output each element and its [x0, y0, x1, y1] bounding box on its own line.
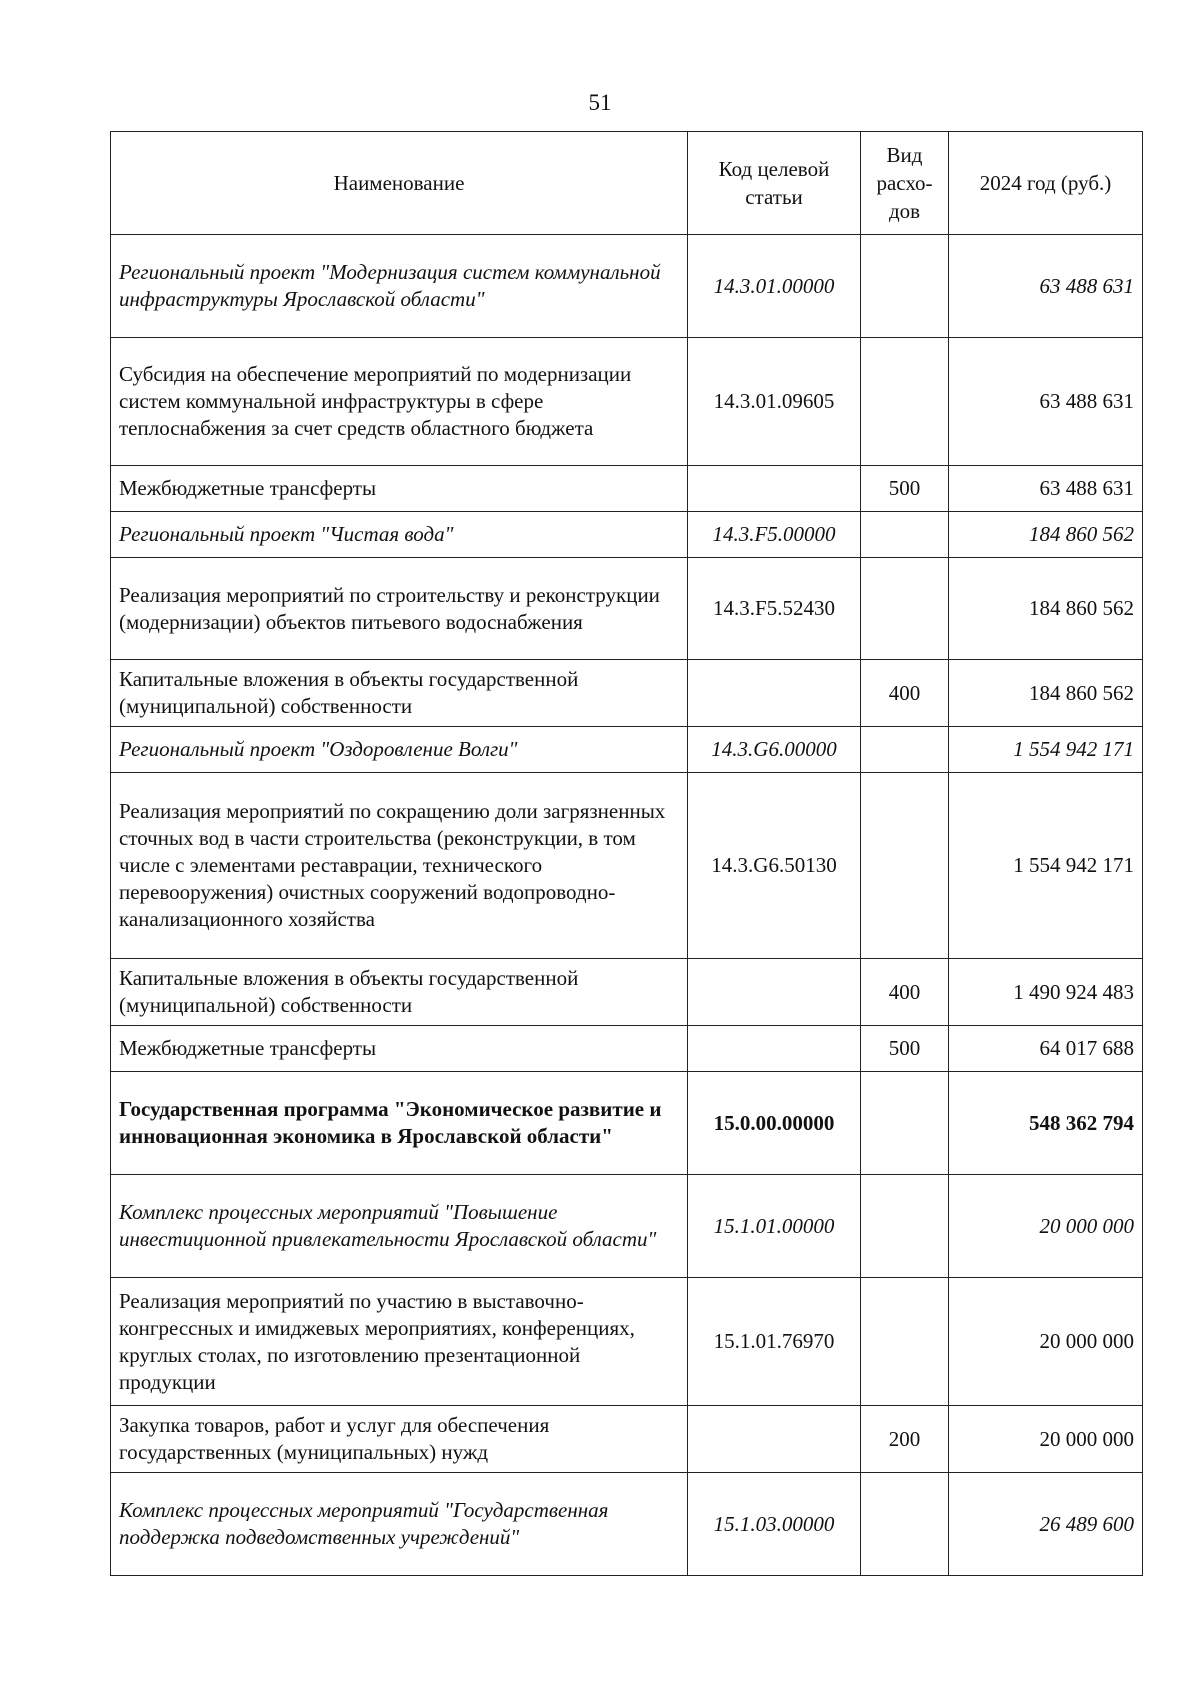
cell-code	[688, 466, 861, 512]
table-body	[111, 235, 1143, 1576]
cell-name: Реализация мероприятий по сокращению доли загрязненных сточных вод в части строительства (реконструкции, в том числе с элементами реставрации, технического перевооружения) очистных сооружений водопроводно-канализационного хозяйства	[111, 773, 688, 959]
cell-amount: 64 017 688	[949, 1026, 1143, 1072]
cell-name: Комплекс процессных мероприятий "Государственная поддержка подведомственных учреждений"	[111, 1473, 688, 1576]
cell-amount: 63 488 631	[949, 338, 1143, 466]
cell-amount: 63 488 631	[949, 466, 1143, 512]
cell-expense-type: 500	[861, 1026, 949, 1072]
cell-name: Региональный проект "Модернизация систем коммунальной инфраструктуры Ярославской области"	[111, 235, 688, 338]
header-code: Код целевой статьи	[688, 132, 861, 235]
budget-table	[110, 131, 1143, 1576]
cell-code: 14.3.F5.52430	[688, 558, 861, 660]
cell-expense-type	[861, 1175, 949, 1278]
table-row	[111, 558, 1143, 660]
cell-expense-type: 400	[861, 959, 949, 1026]
table-row	[111, 1278, 1143, 1406]
table-row	[111, 1473, 1143, 1576]
cell-expense-type	[861, 1072, 949, 1175]
table-row	[111, 660, 1143, 727]
cell-code: 15.1.01.00000	[688, 1175, 861, 1278]
cell-code: 14.3.01.00000	[688, 235, 861, 338]
header-name: Наименование	[111, 132, 688, 235]
cell-name: Реализация мероприятий по строительству и реконструкции (модернизации) объектов питьевого водоснабжения	[111, 558, 688, 660]
cell-name: Субсидия на обеспечение мероприятий по модернизации систем коммунальной инфраструктуры в сфере теплоснабжения за счет средств областного бюджета	[111, 338, 688, 466]
table-row	[111, 727, 1143, 773]
cell-amount: 20 000 000	[949, 1406, 1143, 1473]
cell-code	[688, 959, 861, 1026]
cell-amount: 63 488 631	[949, 235, 1143, 338]
table-row	[111, 1026, 1143, 1072]
table-row	[111, 512, 1143, 558]
cell-code: 15.1.01.76970	[688, 1278, 861, 1406]
cell-expense-type	[861, 1473, 949, 1576]
cell-code: 14.3.F5.00000	[688, 512, 861, 558]
cell-name: Капитальные вложения в объекты государственной (муниципальной) собственности	[111, 660, 688, 727]
header-amount: 2024 год (руб.)	[949, 132, 1143, 235]
cell-amount: 26 489 600	[949, 1473, 1143, 1576]
cell-amount: 1 490 924 483	[949, 959, 1143, 1026]
cell-name: Межбюджетные трансферты	[111, 466, 688, 512]
cell-amount: 184 860 562	[949, 660, 1143, 727]
cell-expense-type	[861, 338, 949, 466]
cell-amount: 548 362 794	[949, 1072, 1143, 1175]
cell-amount: 1 554 942 171	[949, 727, 1143, 773]
header-type: Вид расхо-дов	[861, 132, 949, 235]
cell-name: Межбюджетные трансферты	[111, 1026, 688, 1072]
cell-code: 14.3.G6.00000	[688, 727, 861, 773]
cell-name: Государственная программа "Экономическое развитие и инновационная экономика в Ярославской области"	[111, 1072, 688, 1175]
cell-expense-type	[861, 1278, 949, 1406]
cell-name: Региональный проект "Чистая вода"	[111, 512, 688, 558]
table-row	[111, 773, 1143, 959]
cell-amount: 20 000 000	[949, 1278, 1143, 1406]
cell-code	[688, 1406, 861, 1473]
cell-name: Комплекс процессных мероприятий "Повышение инвестиционной привлекательности Ярославской области"	[111, 1175, 688, 1278]
cell-name: Реализация мероприятий по участию в выставочно-конгрессных и имиджевых мероприятиях, конференциях, круглых столах, по изготовлению презентационной продукции	[111, 1278, 688, 1406]
cell-expense-type	[861, 773, 949, 959]
table-row	[111, 1072, 1143, 1175]
cell-expense-type: 500	[861, 466, 949, 512]
page-number: 51	[588, 90, 612, 115]
cell-name: Региональный проект "Оздоровление Волги"	[111, 727, 688, 773]
cell-expense-type: 200	[861, 1406, 949, 1473]
table-row	[111, 338, 1143, 466]
cell-code	[688, 660, 861, 727]
table-header-row	[111, 132, 1143, 235]
cell-name: Закупка товаров, работ и услуг для обеспечения государственных (муниципальных) нужд	[111, 1406, 688, 1473]
cell-code: 14.3.01.09605	[688, 338, 861, 466]
cell-code: 14.3.G6.50130	[688, 773, 861, 959]
table-row	[111, 959, 1143, 1026]
cell-expense-type	[861, 235, 949, 338]
cell-amount: 184 860 562	[949, 512, 1143, 558]
cell-expense-type	[861, 558, 949, 660]
cell-expense-type	[861, 512, 949, 558]
cell-code: 15.0.00.00000	[688, 1072, 861, 1175]
cell-amount: 20 000 000	[949, 1175, 1143, 1278]
cell-name: Капитальные вложения в объекты государственной (муниципальной) собственности	[111, 959, 688, 1026]
cell-amount: 184 860 562	[949, 558, 1143, 660]
table-row	[111, 235, 1143, 338]
cell-amount: 1 554 942 171	[949, 773, 1143, 959]
cell-expense-type: 400	[861, 660, 949, 727]
table-row	[111, 466, 1143, 512]
cell-code: 15.1.03.00000	[688, 1473, 861, 1576]
table-row	[111, 1175, 1143, 1278]
table-row	[111, 1406, 1143, 1473]
cell-expense-type	[861, 727, 949, 773]
cell-code	[688, 1026, 861, 1072]
